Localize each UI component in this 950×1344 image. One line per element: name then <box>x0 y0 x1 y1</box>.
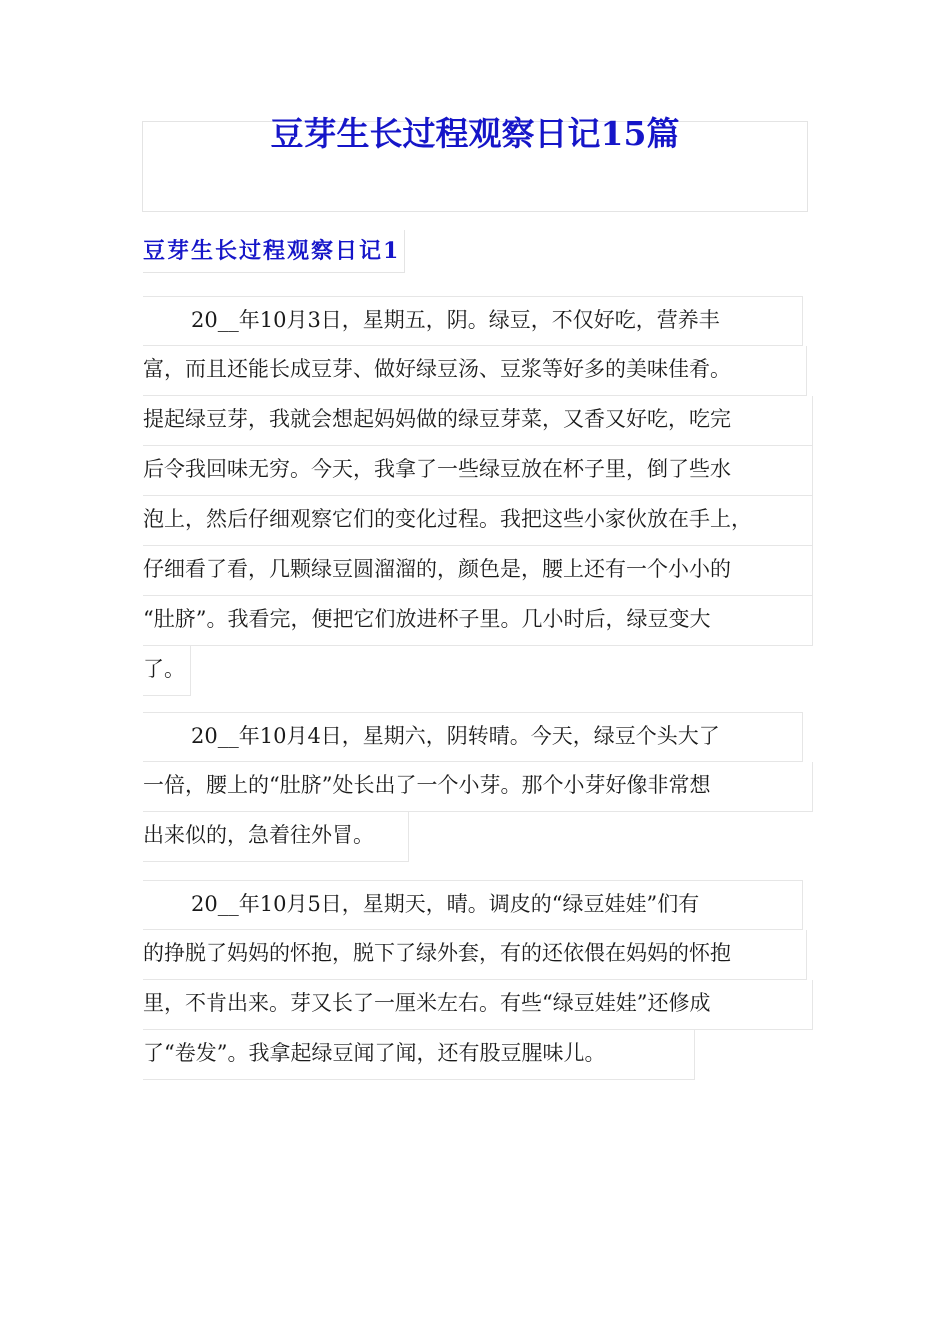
paragraph-line: 了。 <box>143 646 191 696</box>
section-heading: 豆芽生长过程观察日记1 <box>143 230 405 273</box>
paragraph-line: 富，而且还能长成豆芽、做好绿豆汤、豆浆等好多的美味佳肴。 <box>143 346 807 396</box>
paragraph-line: 里，不肯出来。芽又长了一厘米左右。有些“绿豆娃娃”还修成 <box>143 980 813 1030</box>
paragraph-line: 出来似的，急着往外冒。 <box>143 812 409 862</box>
paragraph-line: 20__年10月5日，星期天，晴。调皮的“绿豆娃娃”们有 <box>143 880 803 930</box>
paragraph-line: “肚脐”。我看完，便把它们放进杯子里。几小时后，绿豆变大 <box>143 596 813 646</box>
paragraph-line: 的挣脱了妈妈的怀抱，脱下了绿外套，有的还依偎在妈妈的怀抱 <box>143 930 807 980</box>
paragraph-line: 提起绿豆芽，我就会想起妈妈做的绿豆芽菜，又香又好吃，吃完 <box>143 396 813 446</box>
paragraph-line: 后令我回味无穷。今天，我拿了一些绿豆放在杯子里，倒了些水 <box>143 446 813 496</box>
paragraph-1 <box>143 296 813 696</box>
paragraph-line: 20__年10月3日，星期五，阴。绿豆，不仅好吃，营养丰 <box>143 296 803 346</box>
document-title: 豆芽生长过程观察日记15篇 <box>270 114 680 153</box>
paragraph-line: 20__年10月4日，星期六，阴转晴。今天，绿豆个头大了 <box>143 712 803 762</box>
paragraph-line: 一倍，腰上的“肚脐”处长出了一个小芽。那个小芽好像非常想 <box>143 762 813 812</box>
paragraph-3 <box>143 880 813 1080</box>
paragraph-line: 泡上，然后仔细观察它们的变化过程。我把这些小家伙放在手上， <box>143 496 813 546</box>
paragraph-line: 了“卷发”。我拿起绿豆闻了闻，还有股豆腥味儿。 <box>143 1030 695 1080</box>
paragraph-2 <box>143 712 813 862</box>
paragraph-line: 仔细看了看，几颗绿豆圆溜溜的，颜色是，腰上还有一个小小的 <box>143 546 813 596</box>
